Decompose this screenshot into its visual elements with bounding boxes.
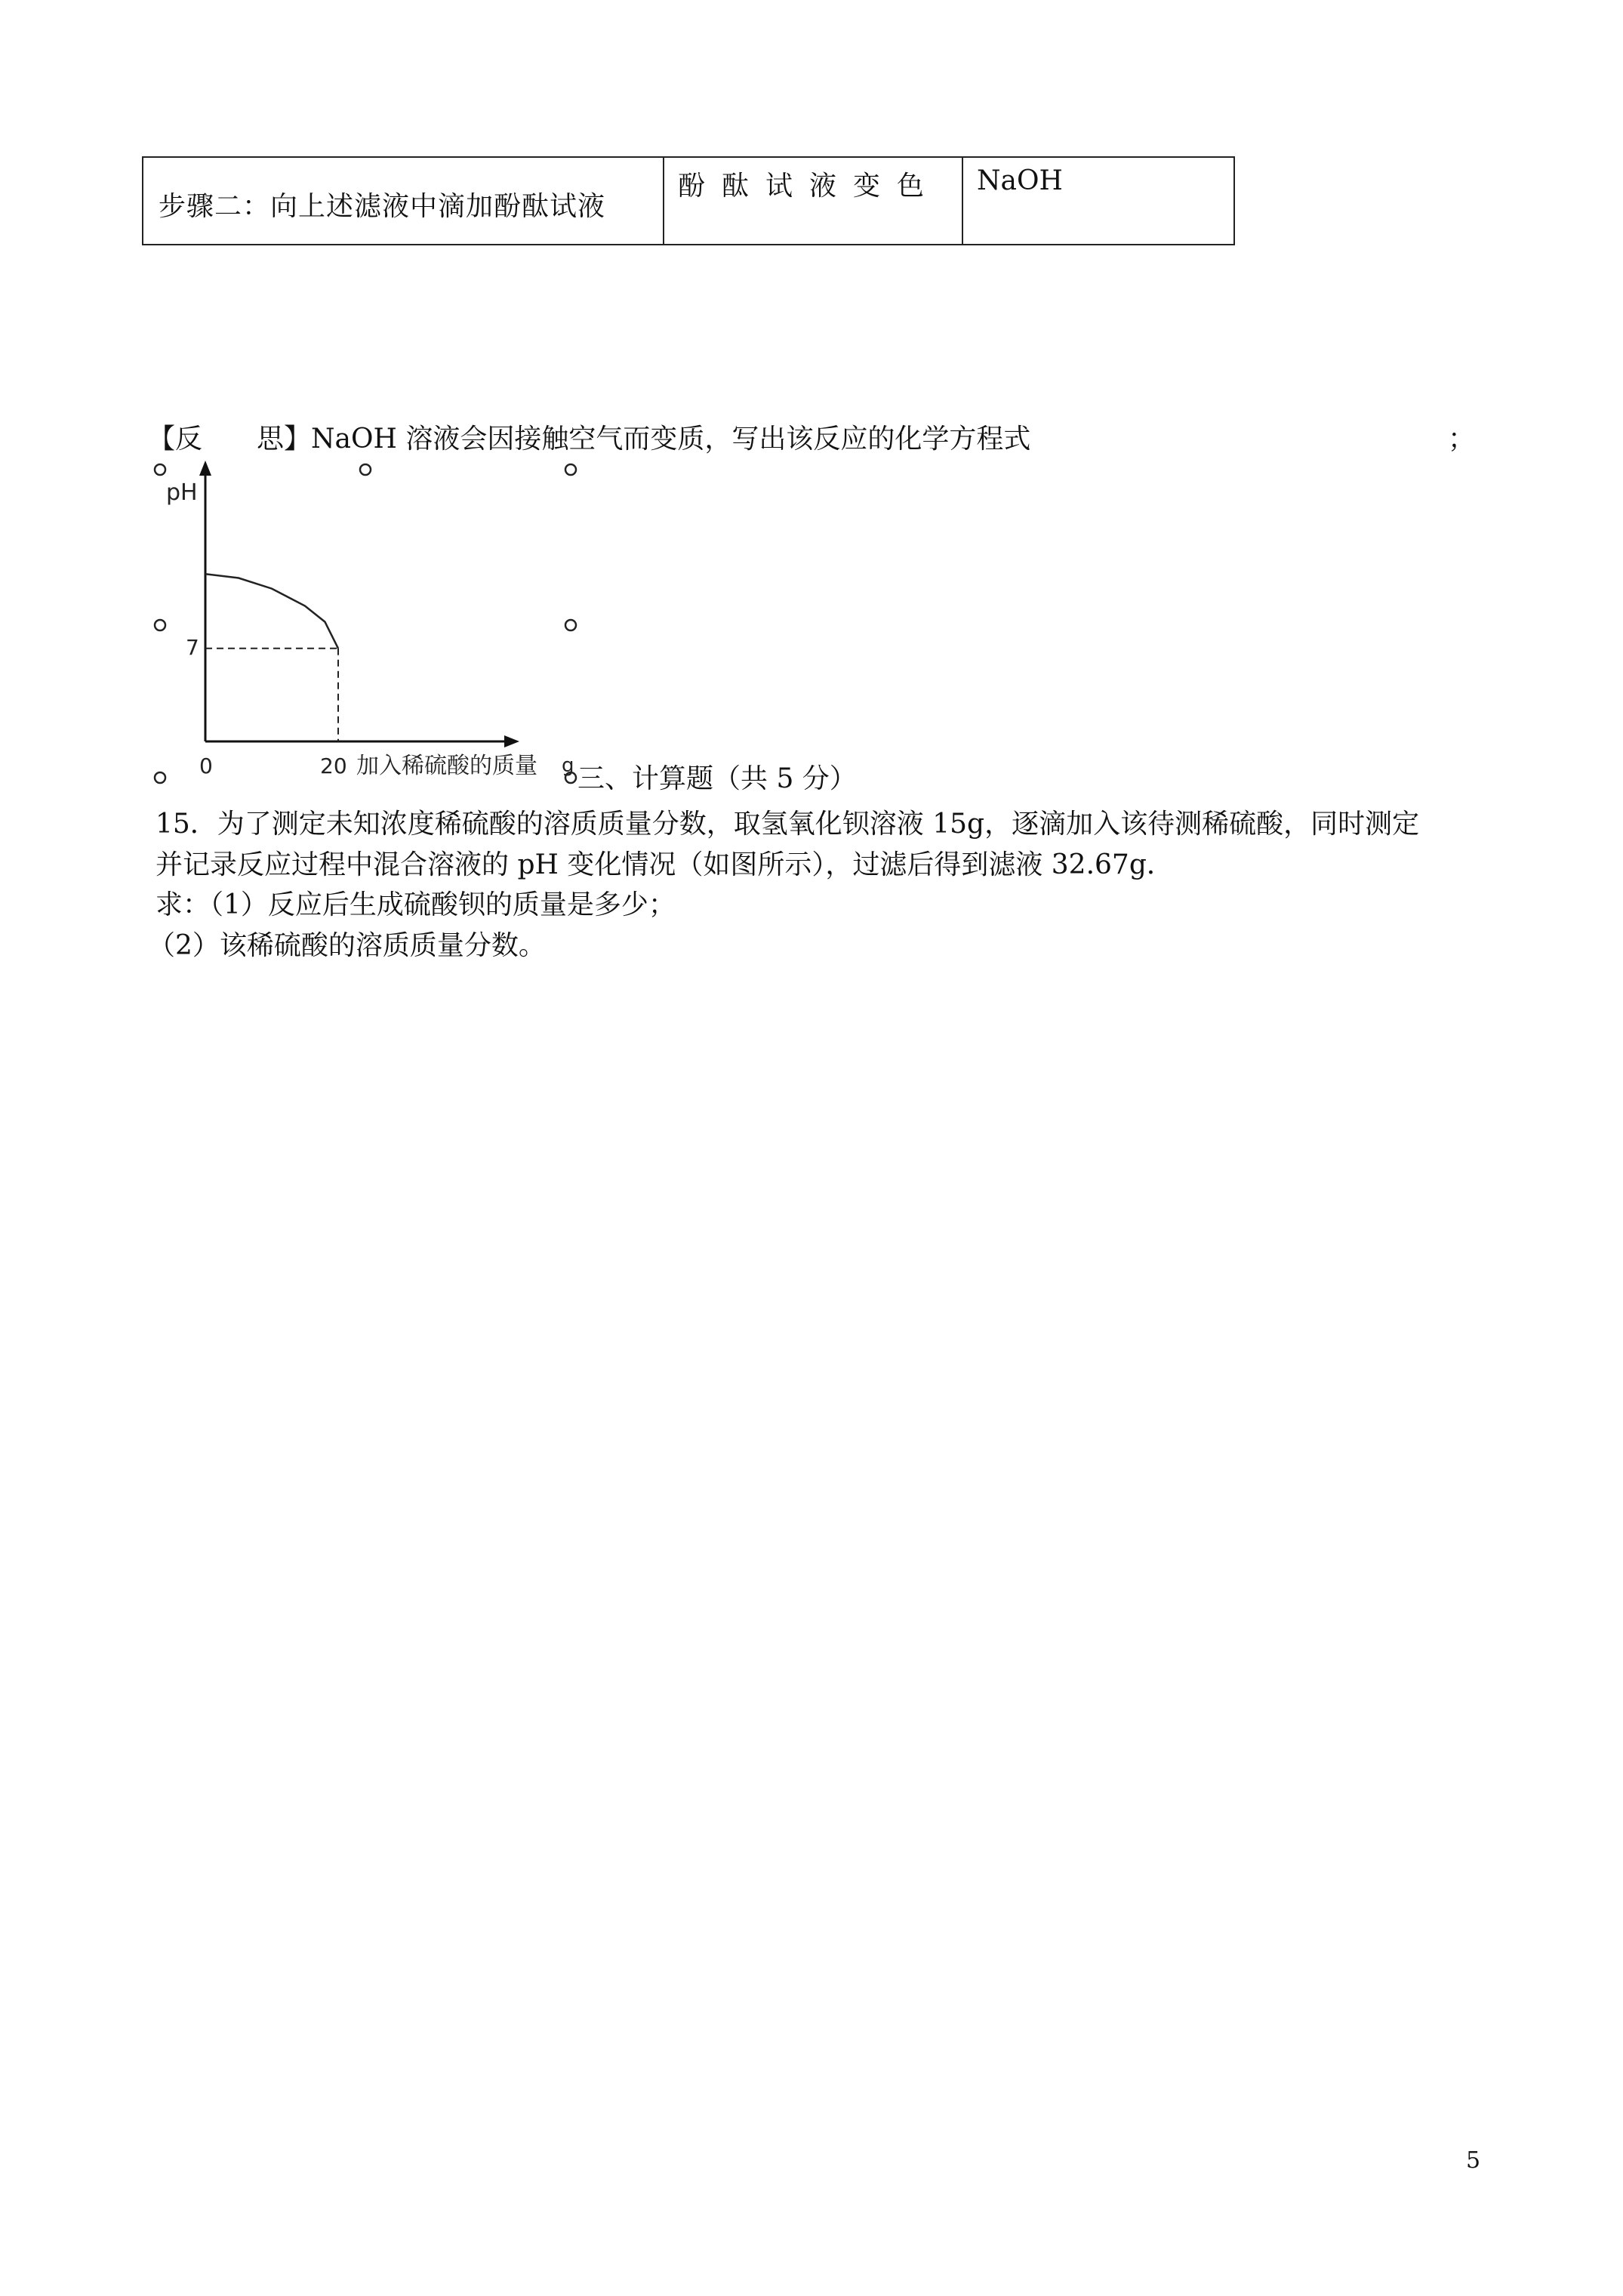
- question-15-line-4: （2）该稀硫酸的溶质质量分数。: [148, 930, 546, 961]
- reflection-text: NaOH 溶液会因接触空气而变质，写出该反应的化学方程式: [311, 424, 1031, 455]
- reflection-end: ；: [1448, 424, 1476, 455]
- reflection-label: 【反 思】: [148, 424, 312, 455]
- ph-curve: [205, 574, 338, 649]
- experiment-table: [142, 156, 1235, 245]
- resize-handle: [155, 620, 165, 630]
- question-15-line-1: 15．为了测定未知浓度稀硫酸的溶质质量分数，取氢氧化钡溶液 15g，逐滴加入该待测稀硫酸，同时测定: [156, 809, 1420, 840]
- x-axis-unit: g: [562, 754, 574, 777]
- step-cell: [143, 157, 664, 245]
- y-axis-arrow: [199, 461, 211, 476]
- resize-handle: [155, 772, 165, 783]
- resize-handle: [565, 464, 576, 475]
- resize-handle: [155, 464, 165, 475]
- phenomenon-text: 酚酞试液变色: [678, 171, 941, 202]
- x-axis-arrow: [504, 735, 519, 747]
- x-axis-label: 加入稀硫酸的质量: [356, 753, 537, 779]
- conclusion-cell: [962, 157, 1234, 245]
- conclusion-text: NaOH: [977, 165, 1063, 196]
- resize-handle: [565, 620, 576, 630]
- data-points: [205, 574, 338, 649]
- resize-handle: [360, 464, 371, 475]
- y-tick-label: 7: [186, 634, 199, 660]
- page-number: 5: [1466, 2147, 1481, 2174]
- table-row: [143, 157, 1234, 245]
- x-tick-label: 20: [320, 754, 347, 778]
- reflection-line: [148, 418, 1030, 456]
- phenomenon-cell: [664, 157, 962, 245]
- section-heading: 三、计算题（共 5 分）: [577, 763, 857, 794]
- question-15-line-3: 求：（1）反应后生成硫酸钡的质量是多少；: [156, 889, 676, 920]
- y-axis-label: pH: [166, 479, 198, 506]
- ph-chart: [151, 455, 589, 787]
- step-text: 步骤二：向上述滤液中滴加酚酞试液: [159, 191, 606, 222]
- question-15-line-2: 并记录反应过程中混合溶液的 pH 变化情况（如图所示），过滤后得到滤液 32.67g．: [156, 849, 1174, 880]
- x-tick-label: 0: [199, 754, 213, 778]
